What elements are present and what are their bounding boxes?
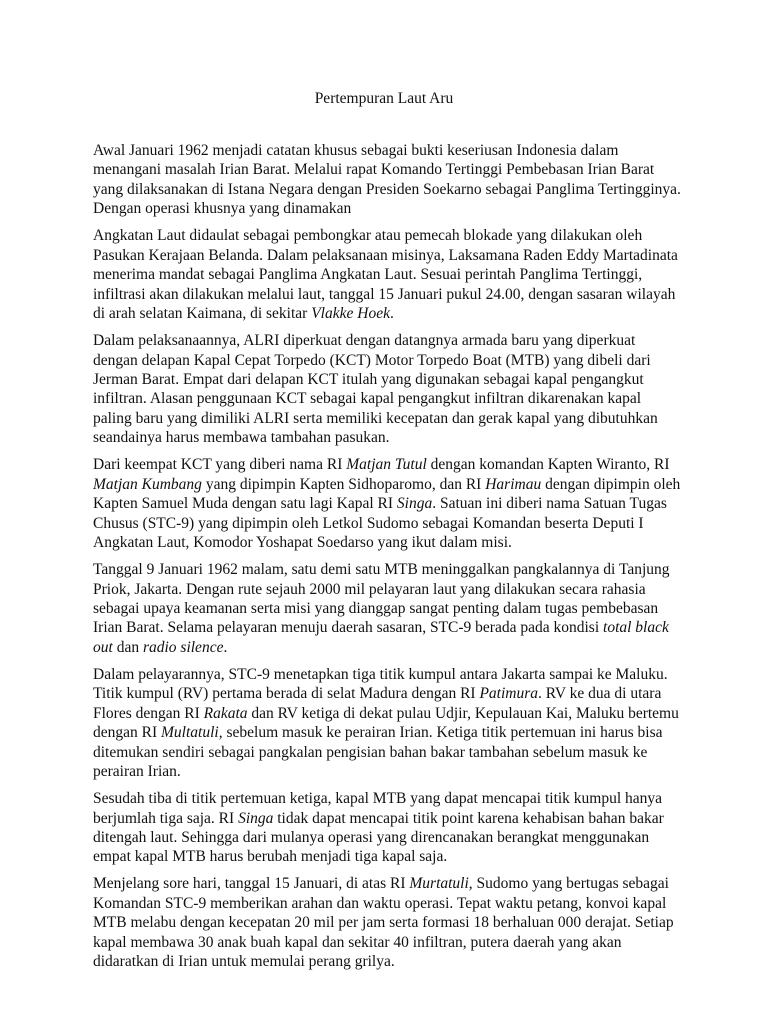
italic-term: Murtatuli [409, 875, 469, 893]
text-run: tidak dapat mencapai titik point karena kehabisan bahan bakar ditengah laut. Sehingga dari mulanya operasi yang direncanakan berangkat menggunakan empat kapal MTB harus berubah menjadi tiga kapal saja. [93, 809, 664, 866]
italic-term: total black out [93, 619, 669, 656]
text-run: Tanggal 9 Januari 1962 malam, satu demi satu MTB meninggalkan pangkalannya di Tanjung Priok, Jakarta. Dengan rute sejauh 2000 mil pelayaran laut yang dilakukan secara rahasia sebagai upaya keamanan serta misi yang dianggap sangat penting dalam tugas pembebasan Irian Barat. Selama pelayaran menuju daerah sasaran, STC-9 berada pada kondisi [93, 561, 670, 637]
italic-term: Singa [396, 495, 433, 513]
paragraph-2 [93, 226, 683, 323]
text-run: Dari keempat KCT yang diberi nama RI [93, 456, 347, 474]
paragraph-7 [93, 789, 683, 867]
text-run: Menjelang sore hari, tanggal 15 Januari, di atas RI [93, 875, 410, 893]
document-body [93, 141, 683, 979]
paragraph-1 [93, 141, 683, 219]
text-run: yang dipimpin Kapten Sidhoparomo, dan RI [201, 475, 486, 493]
text-run: Awal Januari 1962 menjadi catatan khusus sebagai bukti keseriusan Indonesia dalam menangani masalah Irian Barat. Melalui rapat Komando Tertinggi Pembebasan Irian Barat yang dilaksanakan di Istana Negara dengan Presiden Soekarno sebagai Panglima Tertingginya. Dengan operasi khusnya yang dinamakan [93, 142, 681, 218]
text-run: , Sudomo yang bertugas sebagai Komandan STC-9 memberikan arahan dan waktu operasi. Tepat waktu petang, konvoi kapal MTB melabu dengan kecepatan 20 mil per jam serta formasi 18 berhaluan 000 derajat. Setiap kapal membawa 30 anak buah kapal dan sekitar 40 infiltran, putera daerah yang akan didaratkan di Irian untuk memulai perang grilya. [93, 875, 674, 971]
text-run: Dalam pelaksanaannya, ALRI diperkuat dengan datangnya armada baru yang diperkuat dengan delapan Kapal Cepat Torpedo (KCT) Motor Torpedo Boat (MTB) yang dibeli dari Jerman Barat. Empat dari delapan KCT itulah yang digunakan sebagai kapal pengangkut infiltran. Alasan penggunaan KCT sebagai kapal pengangkut infiltran dikarenakan kapal paling baru yang dimiliki ALRI serta memiliki kecepatan dan gerak kapal yang dibutuhkan seandainya harus membawa tambahan pasukan. [93, 332, 658, 447]
italic-term: Patimura [479, 685, 539, 703]
italic-term: Multatuli [161, 724, 219, 742]
text-run: . Satuan ini diberi nama Satuan Tugas Chusus (STC-9) yang dipimpin oleh Letkol Sudomo sebagai Komandan beserta Deputi I Angkatan Laut, Komodor Yoshapat Soedarso yang ikut dalam misi. [93, 495, 667, 552]
italic-term: Singa [238, 809, 274, 827]
paragraph-4 [93, 455, 683, 552]
paragraph-5 [93, 560, 683, 657]
text-run: Dalam pelayarannya, STC-9 menetapkan tiga titik kumpul antara Jakarta sampai ke Maluku. Titik kumpul (RV) pertama berada di selat Madura dengan RI [93, 665, 668, 703]
italic-term: Vlakke Hoek [311, 305, 390, 323]
italic-term: Rakata [203, 704, 248, 722]
italic-term: Harimau [485, 475, 542, 493]
paragraph-3 [93, 331, 683, 448]
text-run: , sebelum masuk ke perairan Irian. Ketiga titik pertemuan ini harus bisa ditemukan sendiri sebagai pangkalan pengisian bahan bakar tambahan sebelum masuk ke perairan Irian. [93, 724, 663, 781]
paragraph-8 [93, 874, 683, 971]
document-title: Pertempuran Laut Aru [314, 90, 454, 107]
text-run: dan [112, 638, 143, 656]
text-run: dengan dipimpin oleh Kapten Samuel Muda dengan satu lagi Kapal RI [93, 475, 681, 513]
text-run: dengan komandan Kapten Wiranto, RI [426, 456, 670, 474]
text-run: . RV ke dua di utara Flores dengan RI [93, 685, 662, 722]
italic-term: Matjan Tutul [346, 456, 427, 474]
text-run: . [389, 305, 394, 323]
italic-term: Matjan Kumbang [93, 475, 202, 493]
italic-term: radio silence [142, 638, 224, 656]
paragraph-6 [93, 665, 683, 782]
text-run: Sesudah tiba di titik pertemuan ketiga, kapal MTB yang dapat mencapai titik kumpul hanya berjumlah tiga saja. RI [93, 790, 663, 827]
text-run: . [223, 638, 228, 656]
text-run: dan RV ketiga di dekat pulau Udjir, Kepulauan Kai, Maluku bertemu dengan RI [93, 704, 679, 742]
text-run: Angkatan Laut didaulat sebagai pembongkar atau pemecah blokade yang dilakukan oleh Pasukan Kerajaan Belanda. Dalam pelaksanaan misinya, Laksamana Raden Eddy Martadinata menerima mandat sebagai Panglima Angkatan Laut. Sesuai perintah Panglima Tertinggi, infiltrasi akan dilakukan melalui laut, tanggal 15 Januari pukul 24.00, dengan sasaran wilayah di arah selatan Kaimana, di sekitar [93, 227, 678, 323]
